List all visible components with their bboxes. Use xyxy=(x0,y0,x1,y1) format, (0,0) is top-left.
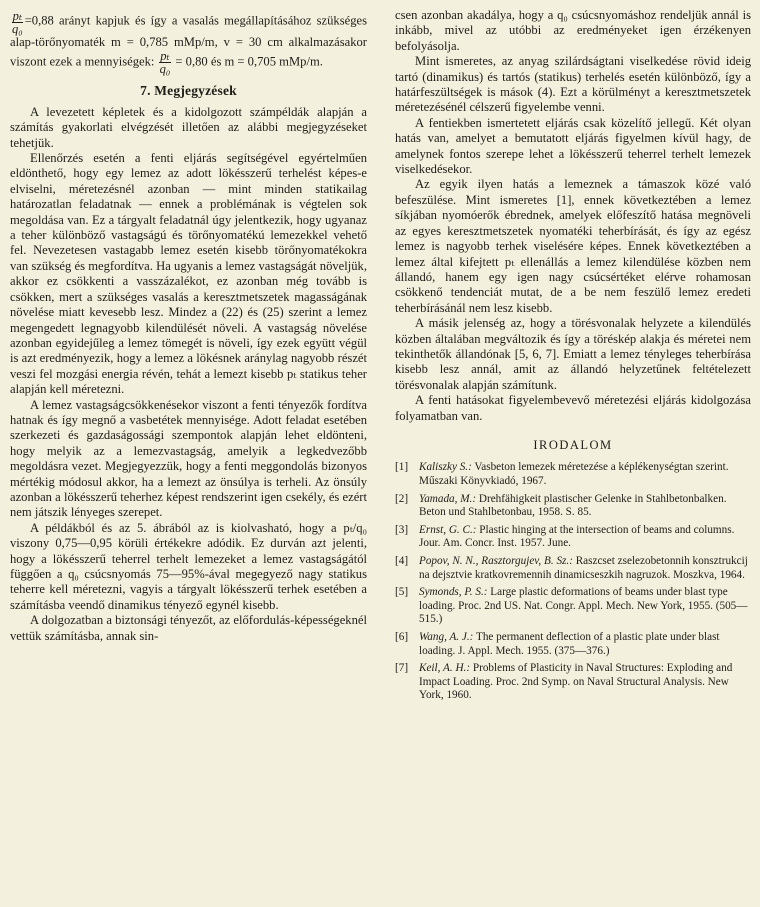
reference-item: [2] Yamada, M.: Drehfähigkeit plastischer Gelenke in Stahlbetonbalken. Beton und Stahlbetonbau, 1958. S. 85. xyxy=(395,492,727,519)
reference-item: [6] Wang, A. J.: The permanent deflection of a plastic plate under blast loading. J. Appl. Mech. 1955. (375—376.) xyxy=(395,630,720,657)
reference-item: [4] Popov, N. N., Rasztorgujev, B. Sz.: Raszcset zselezobetonnih konsztrukcij na dejsztvie kratkovremennih dinamicseszkih nagruzok. Moszkva, 1964. xyxy=(395,554,748,581)
reference-list xyxy=(395,461,751,703)
intro-paragraph xyxy=(10,8,367,75)
paragraph: A levezetett képletek és a kidolgozott számpéldák alapján a számítás gyakorlati elvégzését illetően az alábbi megjegyzéseket tehetjük. xyxy=(10,104,367,150)
ratio-fraction-2: $\frac{\text{pₜ}}{\text{q₀}}$ xyxy=(159,49,171,77)
paragraph: A dolgozatban a biztonsági tényezőt, az előfordulás-képességeknél vettük számításba, annak sin- xyxy=(10,613,367,643)
right-column xyxy=(395,8,751,707)
paragraph: Mint ismeretes, az anyag szilárdságtani viselkedése rövid ideig tartó (dinamikus) és tartós (statikus) terhelés esetén különböző, így a határfeszültségek is mások (4). Ezt a körülményt a keresztmetszetek méretezésénél célszerű figyelembe venni. xyxy=(395,54,751,115)
paragraph: csen azonban akadálya, hogy a q₀ csúcsnyomáshoz rendeljük annál is inkább, mivel az utóbbi az eredményeket igen érzékenyen befolyásolja. xyxy=(395,8,751,53)
left-column xyxy=(10,8,367,644)
intro-text-b: = 0,80 és m = 0,705 mMp/m. xyxy=(172,54,323,69)
paragraph: Az egyik ilyen hatás a lemeznek a támaszok közé való befeszülése. Mint ismeretes [1], ennek következtében a lemez síkjában nyomóerők ébrednek, amelyek előfeszítő hatása megnöveli az egyes keresztmetszetek nyomatéki teherbírását, és így az egész lemez is nagyobb terhek viselésére képes. Ennek következtében a lemez által kifejtett pₜ ellenállás a lemez kilendülése közben nem állandó, hanem egy igen nagy csúcsértéket elérve rohamosan csökkenő tendenciát mutat, de a be nem feszülő lemez eredeti teherbírásánál nem lesz kisebb. xyxy=(395,177,751,315)
paragraph: A lemez vastagságcsökkenésekor viszont a fenti tényezők fordítva hatnak és így megnő a vasbetétek mennyisége. Adott feladat esetében szerkezeti és gazdaságossági szempontok alapján lehet eldönteni, hogy melyik az a lemezvastagság, amelyik a legkedvezőbb megoldásra vezet. Megjegyezzük, hogy a fenti meggondolás bizonyos mértékig módosul akkor, ha a lemezt az önsúlya is terheli. Az önsúly azonban a lökésszerű teherhez képest rendszerint igen csekély, és ezért nem játszik lényeges szerepet. xyxy=(10,397,367,520)
ratio-fraction: $\frac{\text{pₜ}}{\text{q₀}}$ xyxy=(12,9,23,36)
references-title: IRODALOM xyxy=(533,437,613,452)
reference-item: [1] Kaliszky S.: Vasbeton lemezek méretezése a képlékenységtan szerint. Műszaki Könyvkiadó, 1967. xyxy=(395,461,729,487)
paragraph: Ellenőrzés esetén a fenti eljárás segítségével egyértelműen eldönthető, hogy egy lemez az adott lökésszerű terhelést képes-e elviselni, méretezésnél azonban — mint minden statikailag határozatlan feladatnak — ennek a problémának is végtelen sok megoldása van. Ez a tárgyalt feladatnál úgy jelentkezik, hogy ugyanaz a teher különböző vastagságú és törőnyomatékú lemezekkel vehető fel. Nevezetesen vastagabb lemez esetén kisebb törőnyomatékokra van szükség és megfordítva. Ha ugyanis a lemez vastagságát növeljük, akkor ez csökkenti a vasszázalékot, ez azonban még tovább is csökken, mert a szükséges vasalás a keresztmetszetek magasságának növelése miatt kevesebb lesz. Mindez a (22) és (25) szerint a lemez megengedett legnagyobb kilendülését növeli. A vastagság növelése azonban egyidejűleg a lemez tömegét is növeli, így ezek együtt végül is azt eredményezik, hogy a lemez a lökésnek aránylag nagyobb részét veszi fel mozgási energia révén, tehát a lemezt kisebb pₜ statikus teher alapján kell méretezni. xyxy=(10,151,367,397)
section-title: 7. Megjegyzések xyxy=(140,83,237,99)
paragraph: A fentiekben ismertetett eljárás csak közelítő jellegű. Két olyan hatás van, amelyet a bemutatott eljárás figyelmen kívül hagy, de amelynek fontos szerepe lehet a lökésszerű teherrel terhelt lemezek viselkedésekor. xyxy=(395,115,751,177)
reference-item: [5] Symonds, P. S.: Large plastic deformations of beams under blast type loading. Proc. 2nd US. Nat. Congr. Appl. Mech. New York, 1955. (505—515.) xyxy=(395,586,748,626)
reference-item: [7] Keil, A. H.: Problems of Plasticity in Naval Structures: Exploding and Impact Loading. Proc. 2nd Symp. on Naval Structural Analysis. New York, 1960. xyxy=(395,662,733,702)
paragraph: A példákból és az 5. ábrából az is kiolvasható, hogy a pₜ/q₀ viszony 0,75—0,95 körüli értékekre adódik. Ez durván azt jelenti, hogy a lökésszerű teherrel terhelt lemezeket a lemez vastagságától függően a q₀ csúcsnyomás 75—95%-ával megegyező nagy statikus teherre kell méretezni, vagyis a tárgyalt lökésszerű terhek esetében a számításba veendő dinamikus tényező egynél kisebb. xyxy=(10,520,367,612)
intro-text-a: =0,88 arányt kapjuk és így a vasalás megállapításához szükséges alap-törőnyomaték m = 0,785 mMp/m, v = 30 cm alkalmazásakor viszont ezek a mennyiségek: xyxy=(10,13,367,69)
paragraph: A másik jelenség az, hogy a törésvonalak helyzete a kilendülés közben általában megváltozik és így a töréskép alakja és méretei nem tekinthetők állandónak [5, 6, 7]. Emiatt a lemez tényleges teherbírása kisebb lesz annál, amit az állandó helyzetűnek feltételezett törésvonalak alapján számítunk. xyxy=(395,316,751,392)
paragraph: A fenti hatásokat figyelembevevő méretezési eljárás kidolgozása folyamatban van. xyxy=(395,393,751,423)
reference-item: [3] Ernst, G. C.: Plastic hinging at the intersection of beams and columns. Jour. Am. Concr. Inst. 1957. June. xyxy=(395,523,735,550)
